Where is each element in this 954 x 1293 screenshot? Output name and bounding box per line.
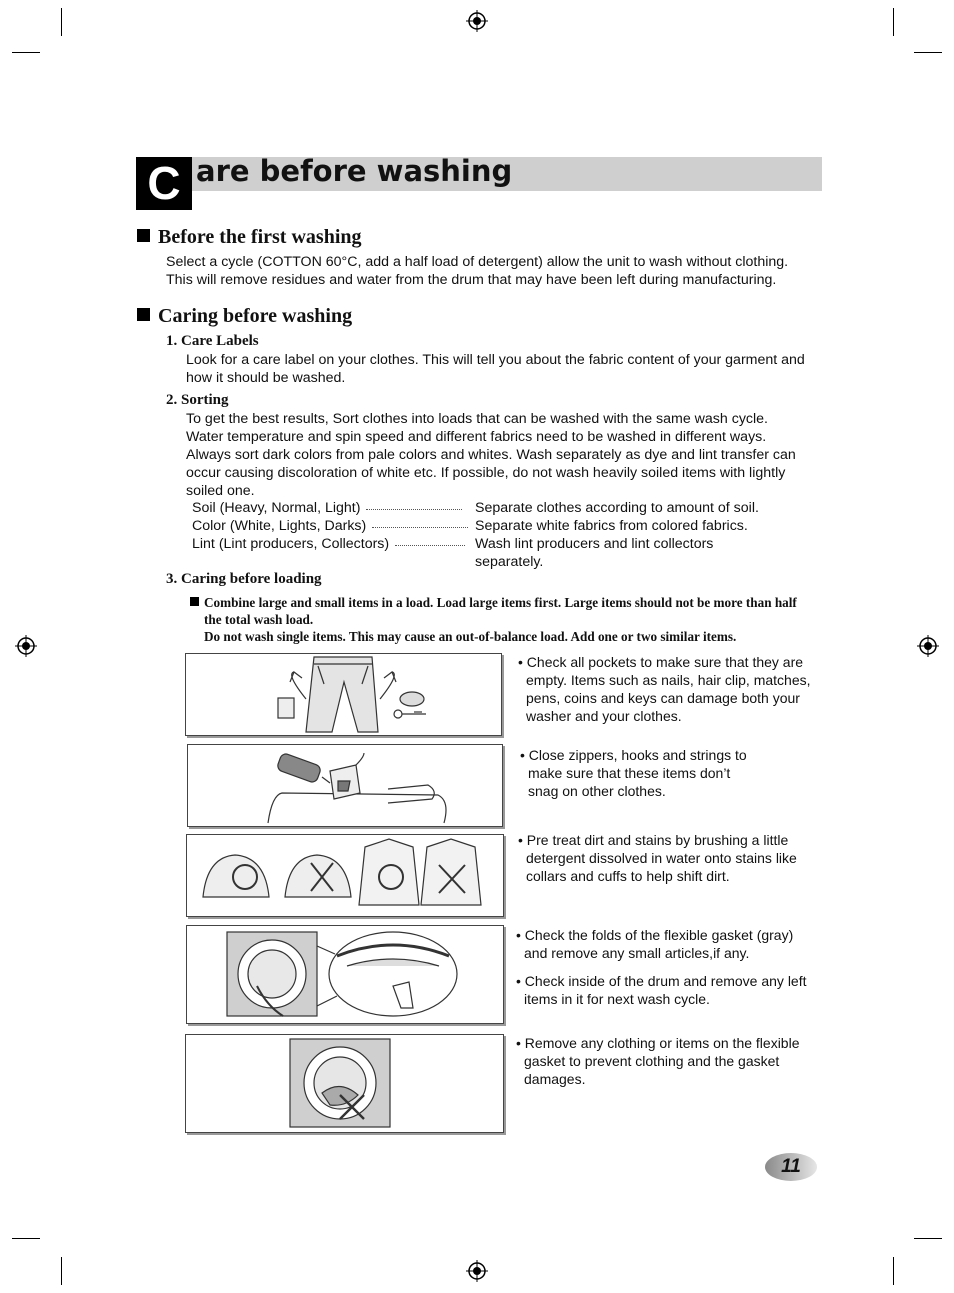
note-text: Combine large and small items in a load. Load large items first. Large items should not be more than half: [204, 595, 797, 610]
figure-check-pockets: [185, 653, 502, 736]
crop-mark: [12, 1238, 40, 1239]
registration-mark-icon: [466, 1260, 488, 1282]
crop-mark: [61, 8, 62, 36]
note-line: [190, 594, 820, 611]
page-number: 11: [781, 1156, 801, 1177]
registration-mark-icon: [466, 10, 488, 32]
square-bullet-icon: [137, 229, 150, 242]
page-title: are before washing: [196, 154, 513, 188]
gasket-check-illustration: [187, 926, 503, 1023]
text-line: Always sort dark colors from pale colors and whites. Wash separately as dye and lint transfer can: [186, 447, 796, 463]
sort-value-line: separately.: [475, 554, 544, 570]
heading-text: Before the first washing: [158, 226, 362, 248]
step-text-gasket: • Check the folds of the flexible gasket (gray) and remove any small articles,if any.: [516, 927, 794, 961]
loading-note: [190, 594, 820, 645]
note-line: the total wash load.: [204, 612, 314, 627]
care-labels-text: [186, 351, 805, 387]
step-text-pretreat: • Pre treat dirt and stains by brushing a little detergent dissolved in water onto stains like collars and cuffs to help shift dirt.: [518, 832, 797, 884]
sort-row-soil: [192, 499, 792, 517]
registration-mark-icon: [917, 635, 939, 657]
text-line: Select a cycle (COTTON 60°C, add a half load of detergent) allow the unit to wash without clothing.: [166, 254, 789, 270]
first-washing-text: [166, 253, 788, 289]
sort-row-color: [192, 517, 792, 535]
section-heading-first-washing: [137, 226, 362, 249]
step-text-pockets: • Check all pockets to make sure that they are empty. Items such as nails, hair clip, matches, pens, coins and keys can damage both your washer and your clothes.: [518, 654, 811, 724]
sort-key: Color (White, Lights, Darks): [192, 518, 367, 534]
square-bullet-icon: [190, 597, 199, 606]
loading-title: 3. Caring before loading: [166, 571, 322, 587]
sort-row-lint: [192, 535, 792, 570]
text-line: soiled one.: [186, 483, 255, 499]
page-number-badge: [764, 1152, 822, 1182]
sort-value-line: Wash lint producers and lint collectors: [475, 536, 714, 552]
dot-leader: [372, 517, 468, 528]
drum-remove-clothing-illustration: [186, 1035, 503, 1132]
sort-key: Lint (Lint producers, Collectors): [192, 536, 390, 552]
crop-mark: [893, 8, 894, 36]
text-line: Look for a care label on your clothes. This will tell you about the fabric content of your garment and: [186, 352, 805, 368]
crop-mark: [61, 1257, 62, 1285]
sort-value: Separate clothes according to amount of soil.: [475, 500, 759, 516]
figure-remove-clothing: [185, 1034, 504, 1133]
note-line: Do not wash single items. This may cause an out-of-balance load. Add one or two similar items.: [204, 629, 737, 644]
text-line: This will remove residues and water from the drum that may have been left during manufacturing.: [166, 272, 777, 288]
figure-pretreat-stains: [186, 834, 504, 917]
section-heading-caring: [137, 305, 352, 328]
step-text-drum: • Check inside of the drum and remove any left items in it for next wash cycle.: [516, 973, 807, 1007]
care-labels-title: 1. Care Labels: [166, 333, 259, 349]
text-line: how it should be washed.: [186, 370, 346, 386]
square-bullet-icon: [137, 308, 150, 321]
dot-leader: [395, 535, 465, 546]
sorting-text: [186, 410, 796, 500]
step-text-remove: • Remove any clothing or items on the flexible gasket to prevent clothing and the gasket damages.: [516, 1035, 800, 1087]
crop-mark: [914, 1238, 942, 1239]
sort-value: Separate white fabrics from colored fabrics.: [475, 518, 748, 534]
step-text-zippers: • Close zippers, hooks and strings to make sure that these items don’t snag on other clothes.: [520, 747, 747, 799]
figure-check-gasket: [186, 925, 504, 1024]
registration-mark-icon: [15, 635, 37, 657]
heading-text: Caring before washing: [158, 305, 353, 327]
crop-mark: [12, 52, 40, 53]
crop-mark: [893, 1257, 894, 1285]
dot-leader: [366, 499, 462, 510]
text-line: occur causing discoloration of white etc. If possible, do not wash heavily soiled items with lightly: [186, 465, 786, 481]
header-initial-letter: C: [136, 157, 192, 210]
sort-value: [475, 535, 775, 571]
trousers-pockets-illustration: [186, 654, 501, 735]
text-line: To get the best results, Sort clothes into loads that can be washed with the same wash cycle.: [186, 411, 768, 427]
sort-key: Soil (Heavy, Normal, Light): [192, 500, 361, 516]
text-line: Water temperature and spin speed and different fabrics need to be washed in different ways.: [186, 429, 767, 445]
figure-close-zippers: [187, 744, 503, 827]
detergent-bottle-illustration: [188, 745, 502, 826]
collars-cuffs-illustration: [187, 835, 503, 916]
sorting-title: 2. Sorting: [166, 392, 229, 408]
crop-mark: [914, 52, 942, 53]
